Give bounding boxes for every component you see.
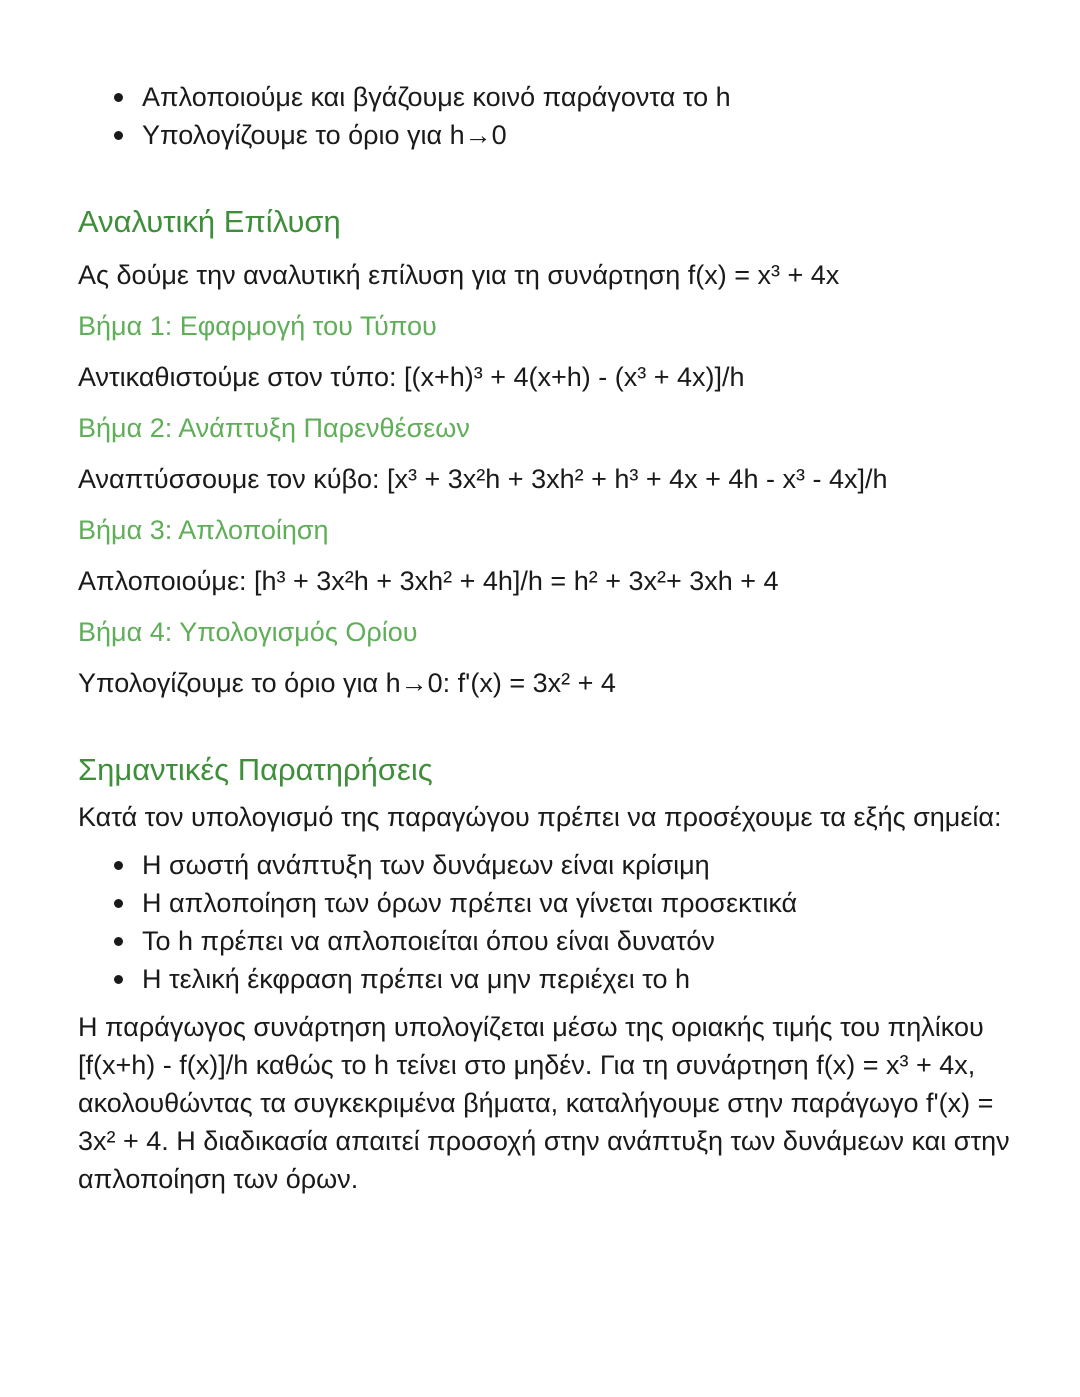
list-item: Η τελική έκφραση πρέπει να μην περιέχει το h [110, 960, 1018, 998]
section-intro: Κατά τον υπολογισμό της παραγώγου πρέπει να προσέχουμε τα εξής σημεία: [78, 802, 1002, 832]
list-item: Η απλοποίηση των όρων πρέπει να γίνεται προσεκτικά [110, 884, 1018, 922]
step-3-text: Απλοποιούμε: [h³ + 3x²h + 3xh² + 4h]/h = h² + 3x²+ 3xh + 4 [78, 566, 779, 596]
section-intro: Ας δούμε την αναλυτική επίλυση για τη συνάρτηση f(x) = x³ + 4x [78, 260, 840, 290]
section-heading-important-notes: Σημαντικές Παρατηρήσεις [78, 752, 433, 787]
step-2-text: Αναπτύσσουμε τον κύβο: [x³ + 3x²h + 3xh² + h³ + 4x + 4h - x³ - 4x]/h [78, 464, 888, 494]
top-bullet-list [78, 78, 1018, 154]
list-item: Υπολογίζουμε το όριο για h→0 [110, 116, 1018, 154]
notes-bullet-list [78, 846, 1018, 998]
list-item: Η σωστή ανάπτυξη των δυνάμεων είναι κρίσιμη [110, 846, 1018, 884]
step-4-text: Υπολογίζουμε το όριο για h→0: f'(x) = 3x² + 4 [78, 668, 616, 698]
list-item: Απλοποιούμε και βγάζουμε κοινό παράγοντα το h [110, 78, 1018, 116]
document-page [78, 78, 1018, 1198]
step-3-title: Βήμα 3: Απλοποίηση [78, 515, 329, 545]
section-heading-analytic-solution: Αναλυτική Επίλυση [78, 204, 341, 239]
step-1-text: Αντικαθιστούμε στον τύπο: [(x+h)³ + 4(x+h) - (x³ + 4x)]/h [78, 362, 745, 392]
conclusion-paragraph: Η παράγωγος συνάρτηση υπολογίζεται μέσω της οριακής τιμής του πηλίκου [f(x+h) - f(x)]/h καθώς το h τείνει στο μηδέν. Για τη συνάρτηση f(x) = x³ + 4x, ακολουθώντας τα συγκεκριμένα βήματα, καταλήγουμε στην παράγωγο f'(x) = 3x² + 4. Η διαδικασία απαιτεί προσοχή στην ανάπτυξη των δυνάμεων και στην απλοποίηση των όρων. [78, 1012, 1010, 1194]
step-2-title: Βήμα 2: Ανάπτυξη Παρενθέσεων [78, 413, 470, 443]
step-4-title: Βήμα 4: Υπολογισμός Ορίου [78, 617, 418, 647]
step-1-title: Βήμα 1: Εφαρμογή του Τύπου [78, 311, 437, 341]
list-item: Το h πρέπει να απλοποιείται όπου είναι δυνατόν [110, 922, 1018, 960]
